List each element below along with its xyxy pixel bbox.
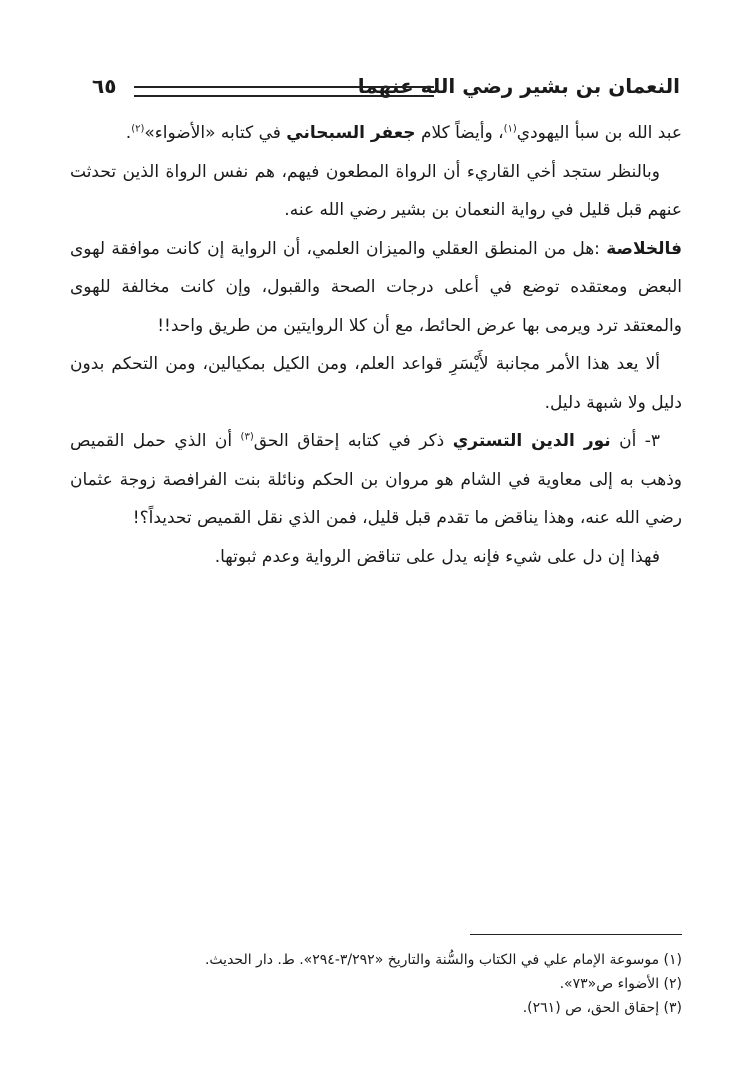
paragraph-6: فهذا إن دل على شيء فإنه يدل على تناقض الرواية وعدم ثبوتها. [214, 546, 660, 567]
footnote-ref-2[interactable]: (٢) [131, 123, 145, 135]
paragraph-1 [70, 114, 682, 153]
bold-name: جعفر السبحاني [286, 123, 416, 143]
text-segment: أن الذي حمل القميص وذهب به إلى معاوية في الشام هو مروان بن الحكم ونائلة بنت الفرافصة زوجة عثمان رضي الله عنه، وهذا يناقض ما تقدم قبل قليل، فمن الذي نقل القميص تحديداً؟! [70, 431, 682, 528]
running-title: النعمان بن بشير رضي الله عنهما [357, 74, 680, 98]
text-segment: ٣- أن [610, 431, 660, 451]
paragraph-4: ألا يعد هذا الأمر مجانبة لأَيْسَرِ قواعد العلم، ومن الكيل بمكيالين، ومن التحكم بدون دليل ولا شبهة دليل. [70, 354, 682, 413]
text-segment: ذكر في كتابه إحقاق الحق [253, 431, 453, 451]
footnote-ref-3[interactable]: (٣) [240, 431, 254, 443]
paragraph-5 [70, 422, 682, 538]
header-double-rule [134, 86, 434, 97]
text-segment: في كتابه «الأضواء» [144, 123, 287, 143]
paragraph-2: وبالنظر ستجد أخي القاريء أن الرواة المطعون فيهم، هم نفس الرواة الذين تحدثت عنهم قبل قليل في رواية النعمان بن بشير رضي الله عنه. [70, 161, 682, 220]
conclusion-label: فالخلاصة [606, 238, 682, 259]
page-number: ٦٥ [92, 74, 117, 98]
text-segment: عبد الله بن سبأ اليهودي [516, 123, 682, 143]
text-segment: ، وأيضاً كلام [415, 123, 504, 143]
footnote-ref-1[interactable]: (١) [503, 123, 517, 135]
paragraph-3 [70, 230, 682, 346]
main-text [70, 114, 682, 576]
footnotes [70, 948, 682, 1020]
bold-name: نور الدين التستري [452, 431, 611, 451]
text-segment: :هل من المنطق العقلي والميزان العلمي، أن الرواية إن كانت موافقة لهوى البعض ومعتقده توضع في أعلى درجات الصحة والقبول، وإن كانت مخالفة للهوى والمعتقد ترد ويرمى بها عرض الحائط، مع أن كلا الروايتين من طريق واحد!! [70, 238, 682, 336]
page-header [88, 74, 680, 106]
footnote-3: (٣) إحقاق الحق، ص (٢٦١). [522, 1000, 682, 1016]
footnote-1: (١) موسوعة الإمام علي في الكتاب والسُّنة والتاريخ «٣/٢٩٢-٢٩٤». ط. دار الحديث. [204, 952, 682, 968]
footnote-separator [470, 934, 682, 935]
text-segment: . [125, 123, 132, 143]
footnote-2: (٢) الأضواء ص«٧٣». [559, 976, 682, 992]
